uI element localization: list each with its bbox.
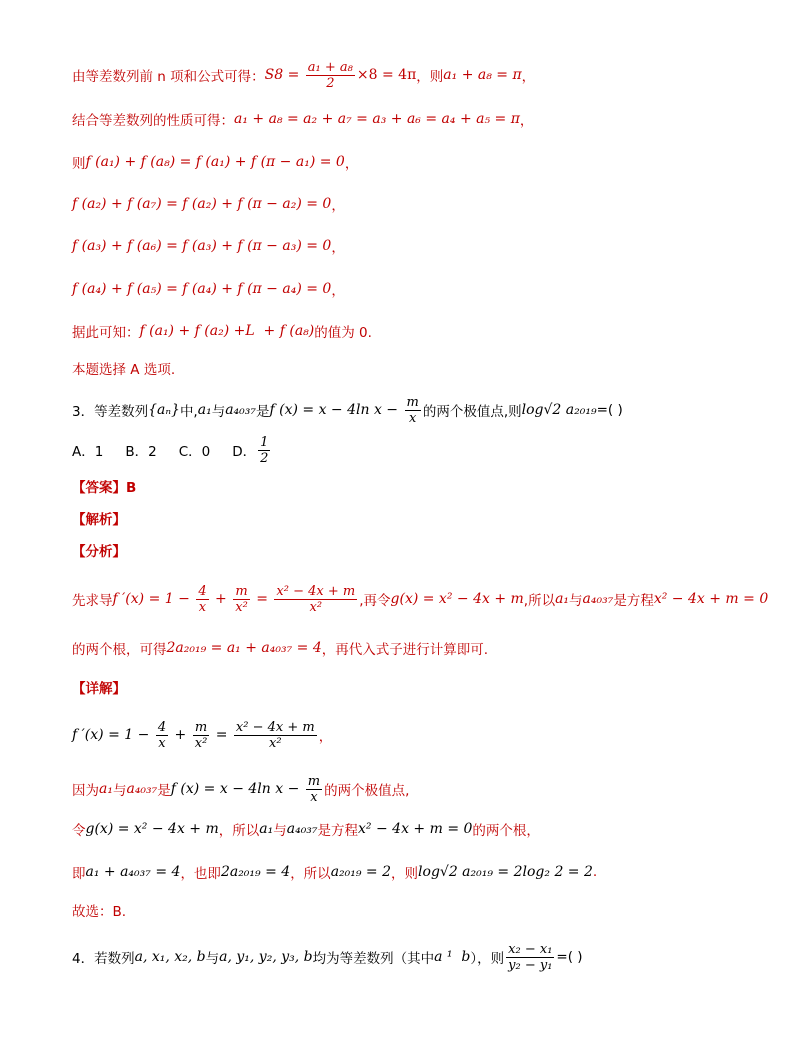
math-sub: 8 [274,67,284,83]
math: a₁ + a₈ = π [443,67,522,83]
denominator: x [408,410,417,426]
numerator: m [307,773,321,789]
denominator: x [310,789,318,805]
text: ），则 [470,951,505,967]
text: ， [521,69,536,85]
solution-line-7 [72,316,754,346]
numerator: 4 [157,719,167,735]
numerator: x² − 4x + m [276,583,356,599]
text: 4．若数列 [72,951,135,967]
numerator: x² − 4x + m [235,719,315,735]
text: 即 [72,866,86,882]
math: f (a₂) + f (a₇) = f (a₂) + f (π − a₂) = 0 [72,196,332,212]
math: a₁ + a₈ = a₂ + a₇ = a₃ + a₆ = a₄ + a₅ = π [234,111,520,127]
math: f (x) = x − 4ln x − [170,781,304,797]
text: 本题选择 A 选项. [72,362,176,378]
fraction [405,395,421,426]
text: 据此可知： [72,325,140,341]
math: a ¹ b [434,949,471,965]
text: ,再令 [359,593,391,609]
text: 结合等差数列的性质可得： [72,113,234,129]
detail-line-5 [72,895,754,925]
text: =( ) [596,402,623,418]
text: ， [331,240,345,256]
fraction [506,942,554,973]
math: = [283,67,304,83]
fraction [196,584,208,615]
choice-d: D． [232,444,257,460]
text: 是 [157,783,171,799]
denominator: y₂ − y₁ [508,957,553,973]
analysis-line-1 [72,580,769,618]
text: 的两个极值点, [324,783,410,799]
question-3 [72,392,754,428]
math: a₄₀₃₇ [225,402,256,418]
text: 的值为 0. [314,325,372,341]
math: a₁ + a₄₀₃₇ = 4 [85,864,181,880]
fraction [193,720,210,751]
math: S [264,67,275,83]
solution-line-3 [72,147,754,177]
answer-label [72,471,754,501]
denominator: 2 [326,75,335,91]
solution-line-5 [72,231,754,261]
jiexi-text: 【解析】 [72,512,126,528]
fraction [274,584,357,615]
math: + [170,727,191,743]
denominator: x² [309,599,323,615]
choice-a: A．1 [72,444,104,460]
text: 是 [256,404,270,420]
math: f ′(x) = 1 − [72,727,154,743]
text: 中, [179,404,198,420]
choice-b: B．2 [125,444,157,460]
solution-line-4 [72,189,754,219]
text: ， [318,729,333,745]
fraction [233,584,250,615]
text: 是方程 [613,593,654,609]
text: ，所以 [218,823,260,839]
text: ， [519,113,534,129]
numerator: 1 [260,434,269,450]
solution-line-1 [72,60,754,90]
text: 与 [569,593,583,609]
denominator: x² [194,735,208,751]
text: . [592,864,598,880]
detail-line-3 [72,814,754,844]
numerator: m [235,583,248,599]
denominator: x [158,735,166,751]
solution-line-2 [72,104,754,134]
numerator: m [406,394,419,410]
math: a, x₁, x₂, b [134,949,206,965]
math: {aₙ} [148,402,180,418]
answer-text: 【答案】B [72,480,137,496]
analysis-label [72,503,754,533]
solution-line-6 [72,274,754,304]
text: ，则 [391,866,419,882]
text: 故选：B. [72,904,127,920]
analysis-line-2 [72,633,754,663]
math: a₁ [99,781,113,797]
text: ，也即 [180,866,221,882]
text: ， [344,156,359,172]
math: a₂₀₁₉ = 2 [330,864,392,880]
math: 2a₂₀₁₉ = a₁ + a₄₀₃₇ = 4 [166,640,322,656]
math: f (a₄) + f (a₅) = f (a₄) + f (π − a₄) = 0 [72,281,332,297]
text: 的两个根，可得 [72,642,167,658]
math: f (a₃) + f (a₆) = f (a₃) + f (π − a₃) = 0 [72,238,332,254]
text: 的两个极值点,则 [422,404,522,420]
numerator: 4 [198,583,207,599]
math: a₄₀₃₇ [126,781,158,797]
denominator: 2 [260,450,269,466]
text: 的两个根， [472,823,540,839]
text: 均为等差数列（其中 [312,951,435,967]
math: log√2 a₂₀₁₉ = 2log₂ 2 = 2 [418,864,593,880]
denominator: x² [235,599,248,615]
math: g(x) = x² − 4x + m [85,821,219,837]
text: 令 [72,823,86,839]
math: x² − 4x + m = 0 [653,591,769,607]
text: ，所以 [290,866,331,882]
text: 3．等差数列 [72,404,149,420]
math: a₄₀₃₇ [582,591,614,607]
text: 因为 [72,783,99,799]
math: = [251,591,273,607]
text: =( ) [556,949,583,965]
denominator: x [198,599,207,615]
math: log√2 a₂₀₁₉ [521,402,597,418]
fenxi-text: 【分析】 [72,544,126,560]
math: a₄₀₃₇ [286,821,318,837]
detail-line-1 [72,716,754,754]
math: + [210,591,232,607]
solution-line-8 [72,353,754,383]
text: ,所以 [523,593,556,609]
math: f (x) = x − 4ln x − [269,402,403,418]
question-4 [72,938,754,976]
detail-line-2 [72,771,754,807]
math: f ′(x) = 1 − [112,591,195,607]
xiangjie-text: 【详解】 [72,681,126,697]
math: a₁ [259,821,274,837]
text: ， [331,198,345,214]
fraction [234,720,317,751]
text: 与 [211,404,226,420]
math: a₁ [197,402,212,418]
denominator: x² [269,735,282,751]
text: 与 [273,823,287,839]
fraction [306,60,355,91]
text: 由等差数列前 n 项和公式可得： [72,69,265,85]
math: f (a₁) + f (a₂) +L + f (a₈) [139,323,315,339]
text: ， [331,283,345,299]
math: f (a₁) + f (a₈) = f (a₁) + f (π − a₁) = 0 [85,154,345,170]
math: 2a₂₀₁₉ = 4 [220,864,291,880]
text: 先求导 [72,593,113,609]
choices [72,433,754,467]
fenxi-label [72,535,754,565]
numerator: x₂ − x₁ [508,941,553,957]
text: 与 [112,783,127,799]
text: 则 [72,156,86,172]
fraction [156,720,168,751]
text: ，则 [416,69,444,85]
fraction [258,435,270,466]
text: ，再代入式子进行计算即可. [321,642,489,658]
numerator: a₁ + a₈ [307,59,353,75]
math: a, y₁, y₂, y₃, b [219,949,313,965]
text: 是方程 [317,823,359,839]
math: a₁ [555,591,570,607]
choice-c: C．0 [178,444,211,460]
detail-label [72,672,754,702]
detail-line-4 [72,857,754,887]
math: = [211,727,232,743]
text: 与 [205,951,220,967]
math: g(x) = x² − 4x + m [390,591,524,607]
math: ×8 = 4π [356,67,417,83]
fraction [306,774,322,805]
numerator: m [194,719,208,735]
math: x² − 4x + m = 0 [358,821,473,837]
